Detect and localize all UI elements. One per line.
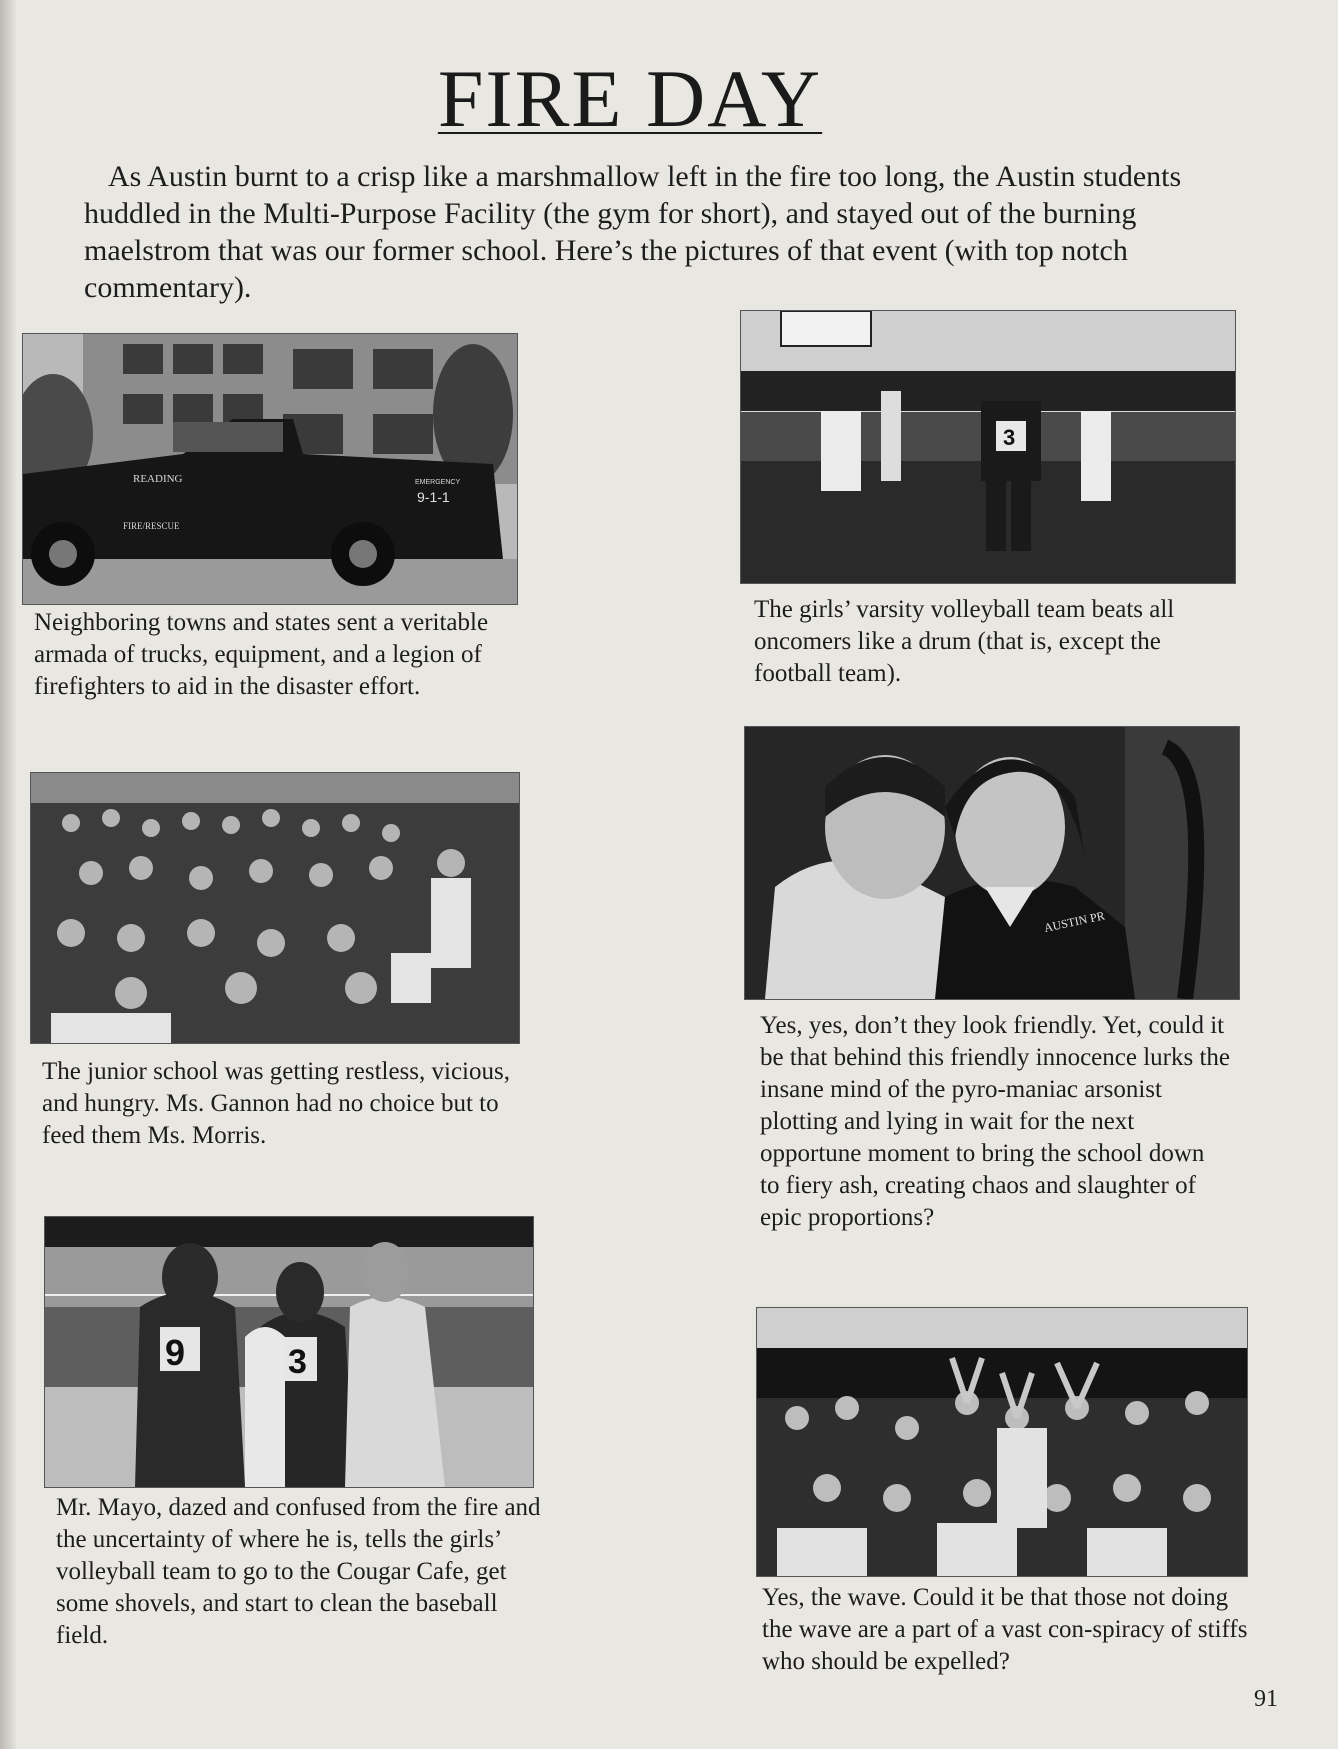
photo-two-girls xyxy=(744,726,1240,1000)
truck-number-text: 9-1-1 xyxy=(417,489,450,505)
caption-the-wave: Yes, the wave. Could it be that those not doing the wave are a part of a vast con-spiracy of stiffs who should be expelled? xyxy=(762,1584,1248,1675)
truck-brand-text: READING xyxy=(133,473,183,485)
intro-paragraph: As Austin burnt to a crisp like a marshmallow left in the fire too long, the Austin students huddled in the Multi-Purpose Facility (the gym for short), and stayed out of the burning maelstrom that was our former school. Here’s the pictures of that event (with top notch commentary). xyxy=(84,160,1182,304)
volleyball-jersey-number: 3 xyxy=(1003,425,1016,450)
page-spine-shadow xyxy=(0,0,16,1749)
photo-fire-truck xyxy=(22,333,518,605)
jersey-number-right: 3 xyxy=(288,1343,307,1381)
truck-dept-text: FIRE/RESCUE xyxy=(123,521,180,531)
truck-emergency-text: EMERGENCY xyxy=(415,479,461,486)
caption-mr-mayo: Mr. Mayo, dazed and confused from the fire and the uncertainty of where he is, tells the girls’ volleyball team to go to the Cougar Cafe, get some shovels, and start to clean the baseball field. xyxy=(56,1494,541,1649)
photo-the-wave xyxy=(756,1307,1248,1577)
caption-fire-truck: Neighboring towns and states sent a veritable armada of trucks, equipment, and a legion of firefighters to aid in the disaster effort. xyxy=(34,609,489,700)
photo-volleyball xyxy=(740,310,1236,584)
caption-volleyball: The girls’ varsity volleyball team beats all oncomers like a drum (that is, except the football team). xyxy=(754,596,1175,687)
page-number: 91 xyxy=(1254,1686,1278,1712)
page-title: FIRE DAY xyxy=(437,53,823,144)
photo-junior-school xyxy=(30,772,520,1044)
caption-junior-school: The junior school was getting restless, vicious, and hungry. Ms. Gannon had no choice but to feed them Ms. Morris. xyxy=(42,1058,510,1149)
caption-two-girls: Yes, yes, don’t they look friendly. Yet, could it be that behind this friendly innocence lurks the insane mind of the pyro-maniac arsonist plotting and lying in wait for the next opportune moment to bring the school down to fiery ash, creating chaos and slaughter of epic proportions? xyxy=(760,1012,1231,1231)
jersey-number-left: 9 xyxy=(165,1332,186,1373)
photo-mr-mayo xyxy=(44,1216,534,1488)
shirt-text: AUSTIN PR xyxy=(1042,908,1106,935)
